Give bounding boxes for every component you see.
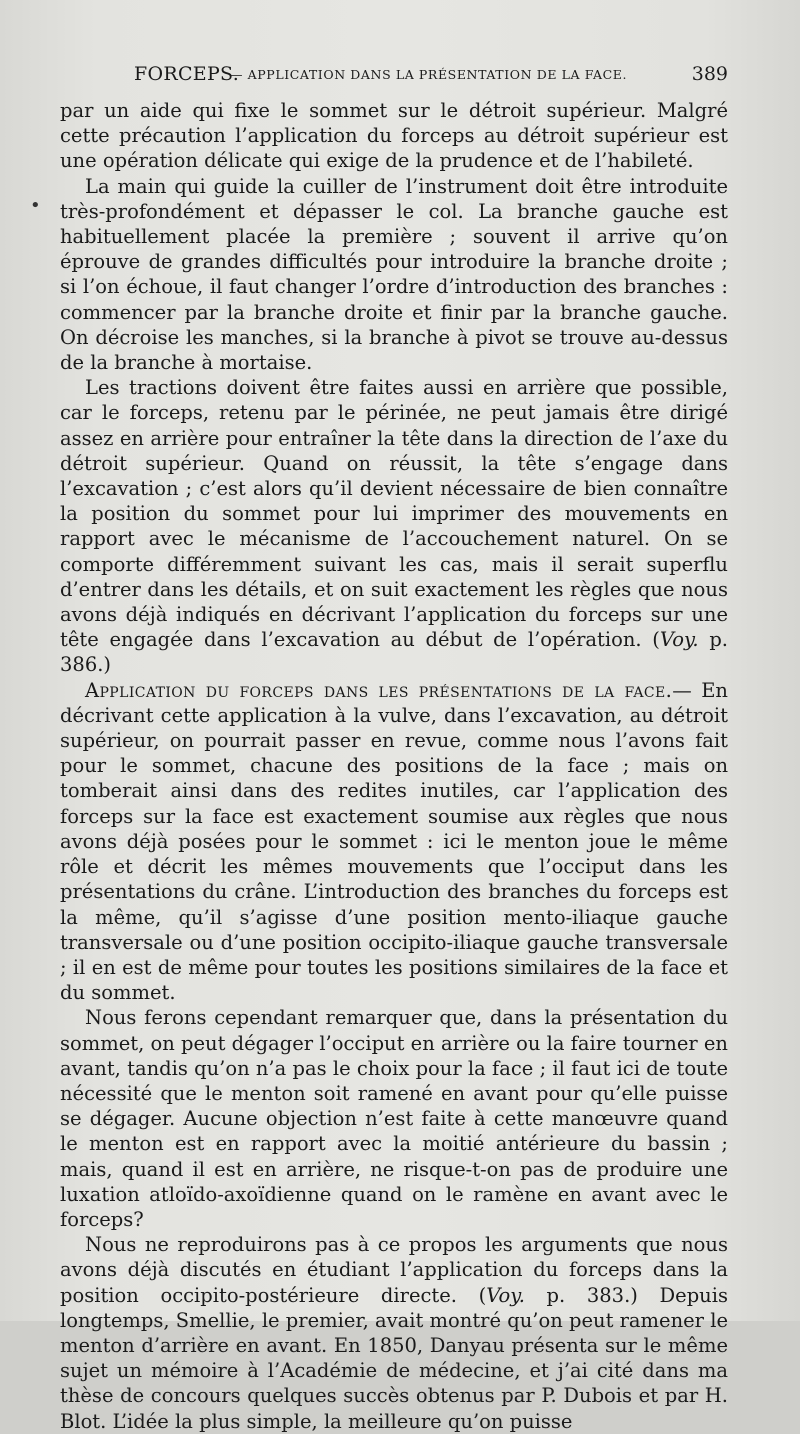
paragraph-text: Nous ne reproduirons pas à ce propos les arguments que nous avons déjà discutés en étudiant l’application du forceps dans la position occipito-postérieure directe. ( [60, 1233, 728, 1307]
paragraph [60, 1005, 728, 1232]
cross-reference: Voy. [659, 628, 699, 652]
paragraph-text: Nous ferons cependant remarquer que, dans la présentation du sommet, on peut dégager l’occiput en arrière ou la faire tourner en avant, tandis qu’on n’a pas le choix pour la face ; il faut ici de toute nécessité que le menton soit ramené en avant pour qu’elle puisse se dégager. Aucune objection n’est faite à cette manœuvre quand le menton est en rapport avec la moitié antérieure du bassin ; mais, quand il est en arrière, ne risque-t-on pas de produire une luxation atloïdo-axoïdienne quand on le ramène en avant avec le forceps? [60, 1006, 728, 1231]
paragraph-text: Les tractions doivent être faites aussi en arrière que possible, car le forceps, retenu par le périnée, ne peut jamais être dirigé assez en arrière pour entraîner la tête dans la direction de l’axe du détroit supérieur. Quand on réussit, la tête s’engage dans l’excavation ; c’est alors qu’il devient nécessaire de bien connaître la position du sommet pour lui imprimer des mouvements en rapport avec le mécanisme de l’accouchement naturel. On se comporte différemment suivant les cas, mais il serait superflu d’entrer dans les détails, et on suit exactement les règles que nous avons déjà indiqués en décrivant l’application du forceps sur une tête engagée dans l’excavation au début de l’opération. ( [60, 376, 728, 652]
cross-reference: Voy. [486, 1283, 525, 1307]
paragraph [60, 98, 728, 174]
page-number: 389 [691, 63, 728, 85]
paragraph [60, 375, 728, 677]
page-body [60, 98, 728, 1434]
paragraph-text: La main qui guide la cuiller de l’instrument doit être introduite très-profondément et dépasser le col. La branche gauche est habituellement placée la première ; souvent il arrive qu’on éprouve de grandes difficultés pour introduire la branche droite ; si l’on échoue, il faut changer l’ordre d’introduction des branches : commencer par la branche droite et finir par la branche gauche. On décroise les manches, si la branche à pivot se trouve au-dessus de la branche à mortaise. [60, 174, 728, 375]
paragraph-text: — En décrivant cette application à la vulve, dans l’excavation, au détroit supérieur, on pourrait passer en revue, comme nous l’avons fait pour le sommet, chacune des positions de la face ; mais on tomberait ainsi dans des redites inutiles, car l’application des forceps sur la face est exactement soumise aux règles que nous avons déjà posées pour le sommet : ici le menton joue le même rôle et décrit les mêmes mouvements que l’occiput dans les présentations du crâne. L’introduction des branches du forceps est la même, qu’il s’agisse d’une position mento-iliaque gauche transversale ou d’une position occipito-iliaque gauche transversale ; il en est de même pour toutes les positions similaires de la face et du sommet. [60, 678, 728, 1005]
section-heading: Application du forceps dans les présentations de la face. [85, 678, 673, 702]
running-header [128, 63, 728, 93]
paragraph-text: p. 386.) [60, 628, 728, 677]
paragraph-text: p. 383.) Depuis longtemps, Smellie, le premier, avait montré qu’on peut ramener le menton d’arrière en avant. En 1850, Danyau présenta sur le même sujet un mémoire à l’Académie de médecine, et j’ai cité dans ma thèse de concours quelques succès obtenus par P. Dubois et par H. Blot. L’idée la plus simple, la meilleure qu’on puisse [60, 1283, 728, 1433]
margin-mark: • [30, 195, 41, 216]
running-subtitle: — APPLICATION DANS LA PRÉSENTATION DE LA FACE. [230, 67, 628, 82]
paragraph [60, 678, 728, 1006]
paragraph [60, 1232, 728, 1434]
paragraph-text: par un aide qui fixe le sommet sur le détroit supérieur. Malgré cette précaution l’application du forceps au détroit supérieur est une opération délicate qui exige de la prudence et de l’habileté. [60, 99, 728, 173]
running-title: FORCEPS. [134, 63, 240, 85]
paragraph [60, 174, 728, 376]
